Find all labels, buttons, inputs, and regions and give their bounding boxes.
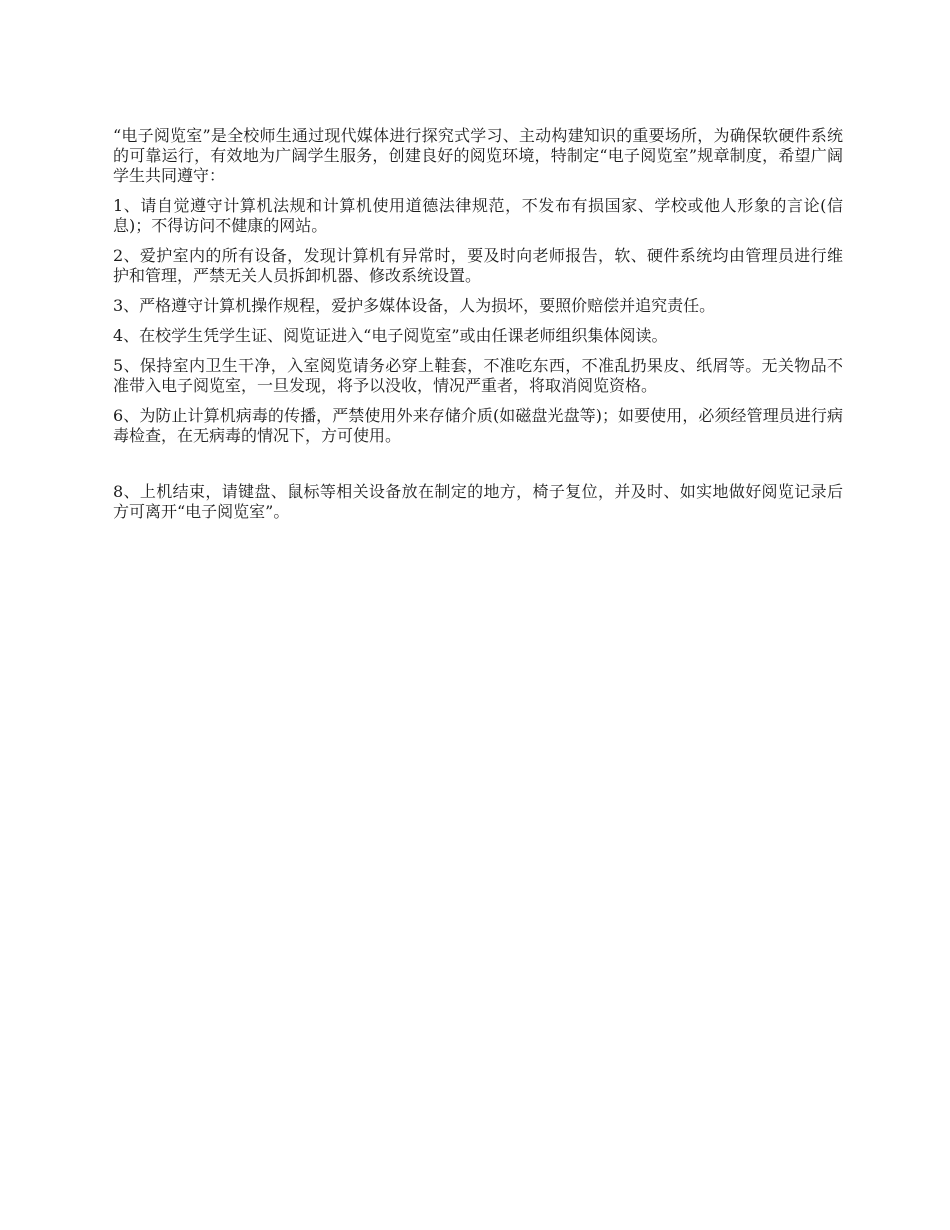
- rule-1-paragraph: 1、请自觉遵守计算机法规和计算机使用道德法律规范，不发布有损国家、学校或他人形象的言论(信息)；不得访问不健康的网站。: [113, 196, 843, 235]
- rule-4-paragraph: 4、在校学生凭学生证、阅览证进入“电子阅览室”或由任课老师组织集体阅读。: [113, 326, 668, 345]
- rule-8-paragraph: 8、上机结束，请键盘、鼠标等相关设备放在制定的地方，椅子复位，并及时、如实地做好阅览记录后方可离开“电子阅览室”。: [113, 482, 843, 521]
- rule-5-paragraph: 5、保持室内卫生干净，入室阅览请务必穿上鞋套，不准吃东西，不准乱扔果皮、纸屑等。无关物品不准带入电子阅览室，一旦发现，将予以没收，情况严重者，将取消阅览资格。: [113, 356, 843, 395]
- intro-paragraph: “电子阅览室”是全校师生通过现代媒体进行探究式学习、主动构建知识的重要场所，为确保软硬件系统的可靠运行，有效地为广阔学生服务，创建良好的阅览环境，特制定“电子阅览室”规章制度，希望广阔学生共同遵守：: [113, 126, 843, 185]
- rule-6-paragraph: 6、为防止计算机病毒的传播，严禁使用外来存储介质(如磁盘光盘等)；如要使用，必须经管理员进行病毒检查，在无病毒的情况下，方可使用。: [113, 406, 843, 445]
- rule-3-paragraph: 3、严格遵守计算机操作规程，爱护多媒体设备，人为损坏，要照价赔偿并追究责任。: [113, 296, 716, 315]
- document-body: [113, 126, 843, 532]
- rule-2-paragraph: 2、爱护室内的所有设备，发现计算机有异常时，要及时向老师报告，软、硬件系统均由管理员进行维护和管理，严禁无关人员拆卸机器、修改系统设置。: [113, 246, 843, 285]
